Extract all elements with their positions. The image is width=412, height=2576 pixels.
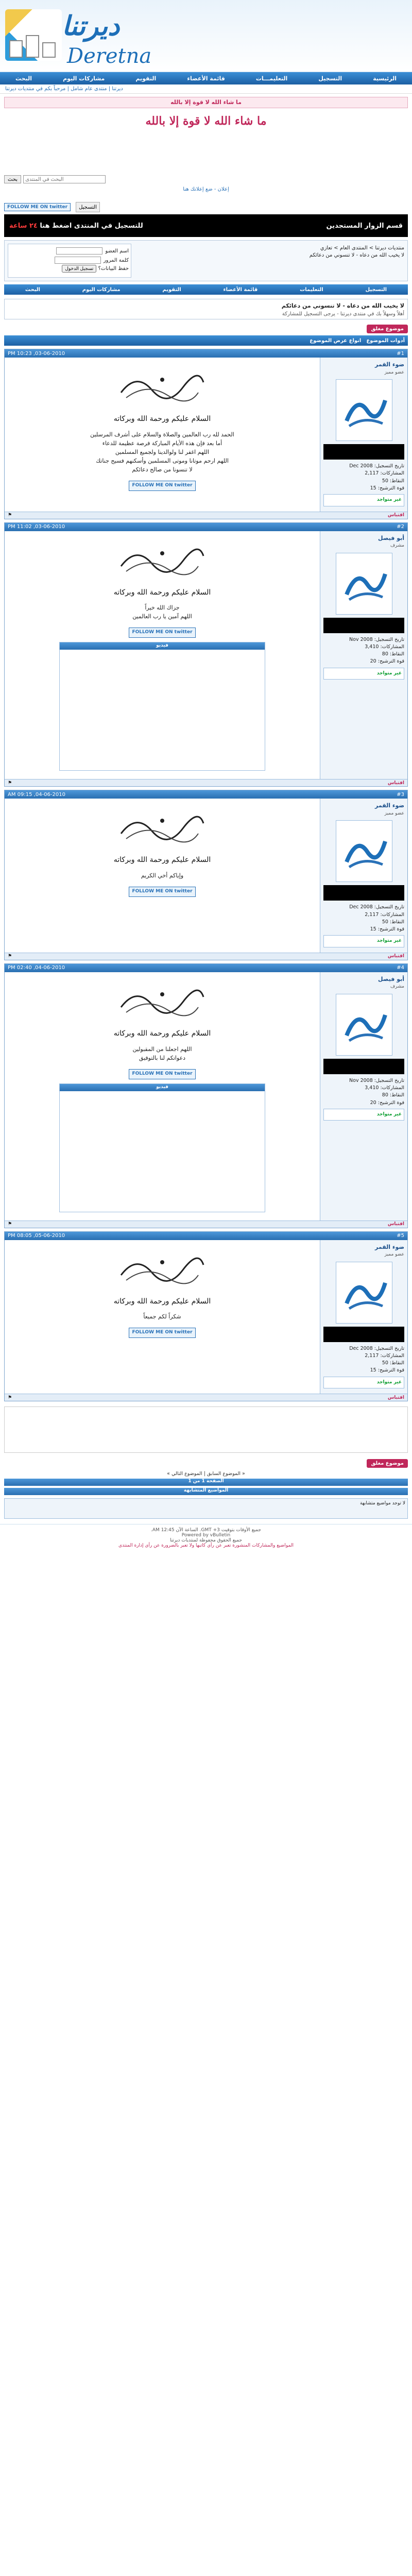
avatar-logo-icon <box>341 390 388 431</box>
post-body <box>5 358 407 512</box>
tab-today[interactable]: مشاركات اليوم <box>82 286 121 293</box>
footer-rights: جميع الحقوق محفوظة لمنتديات ديرتنا <box>169 1538 243 1544</box>
black-banner[interactable] <box>4 214 408 237</box>
post-body <box>5 799 407 953</box>
post-user-info <box>320 1240 407 1394</box>
footer-powered[interactable]: Powered by vBulletin <box>181 1533 231 1538</box>
video-embed[interactable] <box>59 1083 265 1212</box>
post <box>4 790 408 960</box>
nav-item-calendar[interactable]: التقويم <box>135 75 157 82</box>
user-status: غير متواجد <box>376 497 402 502</box>
post-content <box>5 972 320 1221</box>
user-post-count: المشاركات: 3,410 <box>365 1085 404 1091</box>
user-rep: قوة الترشيح: 15 <box>370 485 404 491</box>
footer-time: جميع الأوقات بتوقيت GMT +3. الساعة الآن 12:45 AM. <box>151 1528 261 1533</box>
post-date: 04-06-2010, 09:15 AM <box>8 791 65 798</box>
black-banner-left <box>9 222 143 230</box>
post-usertitle: عضو مميز <box>384 810 404 816</box>
post-footer <box>5 1221 407 1228</box>
notice-banner: ما شاء الله لا قوة إلا بالله <box>4 97 408 108</box>
post-text: الحمد لله رب العالمين والصلاة والسلام على أشرف المرسلين أما بعد فإن هذه الأيام المباركة فرصة عظيمة للدعاء اللهم اغفر لنا ولوالدينا ولجميع المسلمين اللهم ارحم موتانا وموتى المسلمين وأسكنهم فسيح جناتك لا تنسونا من صالح دعائكم <box>90 431 234 473</box>
post-user-info <box>320 358 407 512</box>
remember-checkbox-label[interactable]: حفظ البيانات؟ <box>98 266 129 272</box>
post-header <box>5 1232 407 1240</box>
avatar[interactable] <box>336 1262 392 1324</box>
nav-item-faq[interactable]: التعليمـــات <box>255 75 288 82</box>
post <box>4 349 408 519</box>
post-user-info <box>320 531 407 779</box>
tools-bar <box>4 335 408 346</box>
user-black-bar <box>323 1059 404 1074</box>
post-greeting: السلام عليكم ورحمة الله وبركاته <box>113 588 211 597</box>
post-usertitle: مشرف <box>390 543 404 548</box>
basmala-image <box>11 540 314 584</box>
user-stats <box>323 1077 404 1107</box>
basmala-image <box>11 981 314 1025</box>
post-date: 05-06-2010, 08:05 PM <box>8 1233 65 1239</box>
similar-threads: لا توجد مواضيع متشابهة <box>4 1498 408 1519</box>
basmala-image <box>11 367 314 411</box>
post-header <box>5 964 407 972</box>
post-greeting: السلام عليكم ورحمة الله وبركاته <box>113 856 211 865</box>
post-footer <box>5 512 407 519</box>
avatar-logo-icon <box>341 831 388 872</box>
user-post-count: المشاركات: 2,117 <box>365 470 404 477</box>
post-body <box>5 1240 407 1394</box>
password-field[interactable] <box>55 257 101 264</box>
post-signature <box>11 627 314 638</box>
post-content <box>5 1240 320 1394</box>
post-number[interactable]: #4 <box>397 965 404 971</box>
login-button[interactable]: تسجيل الدخول <box>62 265 96 273</box>
post-number[interactable]: #1 <box>397 350 404 357</box>
user-points: النقاط: 50 <box>382 1360 404 1366</box>
quote-button[interactable]: اقتباس <box>387 1395 404 1400</box>
post-signature <box>11 1069 314 1079</box>
post-username[interactable]: أبو فيصل <box>378 975 404 982</box>
user-join-date: تاريخ التسجيل: Dec 2008 <box>349 904 404 910</box>
footer <box>0 1524 412 1570</box>
user-black-bar <box>323 885 404 901</box>
banner-area <box>0 111 412 173</box>
quote-button[interactable]: اقتباس <box>387 780 404 786</box>
video-title: فيديو <box>60 1084 265 1091</box>
avatar[interactable] <box>336 553 392 615</box>
tab-calendar[interactable]: التقويم <box>162 286 181 293</box>
post-usertitle: عضو مميز <box>384 369 404 375</box>
user-rep: قوة الترشيح: 15 <box>370 1367 404 1374</box>
thread-title-box <box>4 299 408 319</box>
quote-button[interactable]: اقتباس <box>387 513 404 518</box>
user-status: غير متواجد <box>376 938 402 944</box>
top-nav <box>0 72 412 84</box>
thread-subtitle: أهلاً وسهلاً بك في منتدى ديرتنا - يرجى التسجيل للمشاركة <box>282 311 404 317</box>
post-signature <box>11 480 314 491</box>
user-post-count: المشاركات: 2,117 <box>365 1352 404 1359</box>
nav-item-register[interactable]: التسجيل <box>318 75 342 82</box>
post-content <box>5 358 320 512</box>
black-banner-right: قسم الزوار المستجدين <box>326 222 403 230</box>
post-footer <box>5 953 407 960</box>
post-number[interactable]: #3 <box>397 791 404 798</box>
report-icon[interactable]: ⚑ <box>8 780 12 786</box>
thread-title: لا يخيب الله من دعاه - لا تنسوني من دعائكم <box>281 302 404 309</box>
breadcrumb[interactable]: منتديات ديرتنا > المنتدى العام > تعازي <box>320 245 404 251</box>
post-header <box>5 349 407 358</box>
post-header <box>5 790 407 799</box>
user-extra-box <box>323 1109 404 1121</box>
user-status: غير متواجد <box>376 1379 402 1385</box>
post-body <box>5 531 407 779</box>
black-banner-text: للتسجيل في المنتدى اضغط هنا <box>40 222 143 230</box>
ad-block[interactable] <box>4 1406 408 1453</box>
password-label: كلمة المرور <box>103 258 129 263</box>
user-rep: قوة الترشيح: 15 <box>370 926 404 933</box>
closed-thread-button-bottom[interactable]: موضوع مغلق <box>367 1459 408 1468</box>
thread-tools-menu[interactable]: أدوات الموضوع <box>366 337 405 344</box>
nav-item-search[interactable]: البحث <box>15 75 32 82</box>
post-text: وإياكم أخي الكريم <box>141 872 184 879</box>
user-points: النقاط: 80 <box>382 1092 404 1098</box>
nav-item-home[interactable]: الرئيسية <box>373 75 397 82</box>
site-header <box>0 0 412 72</box>
basmala-calligraphy-icon <box>116 540 209 582</box>
user-stats <box>323 463 404 492</box>
user-black-bar <box>323 618 404 633</box>
site-logo[interactable] <box>5 4 175 66</box>
post-username[interactable]: أبو فيصل <box>378 534 404 541</box>
black-banner-red: ٢٤ ساعة <box>9 222 38 230</box>
basmala-calligraphy-icon <box>116 1249 209 1291</box>
post-usertitle: مشرف <box>390 984 404 990</box>
post-number[interactable]: #5 <box>397 1233 404 1239</box>
twitter-follow-button[interactable]: FOLLOW ME ON twitter <box>129 628 195 638</box>
user-status: غير متواجد <box>376 670 402 676</box>
twitter-follow-button[interactable]: FOLLOW ME ON twitter <box>129 887 195 897</box>
avatar[interactable] <box>336 379 392 441</box>
post-signature <box>11 886 314 897</box>
banner-title: ما شاء الله لا قوة إلا بالله <box>145 114 267 128</box>
navbits <box>4 240 408 281</box>
user-stats <box>323 904 404 933</box>
post-content <box>5 799 320 953</box>
nav-item-members[interactable]: قائمة الأعضاء <box>187 75 225 82</box>
similar-threads-header: المواضيع المتشابهة <box>4 1488 408 1495</box>
avatar-logo-icon <box>341 564 388 605</box>
basmala-calligraphy-icon <box>116 981 209 1023</box>
search-input[interactable] <box>23 175 106 183</box>
user-join-date: تاريخ التسجيل: Dec 2008 <box>349 1345 404 1351</box>
user-join-date: تاريخ التسجيل: Dec 2008 <box>349 463 404 469</box>
tab-members[interactable]: قائمة الأعضاء <box>223 286 258 293</box>
bottom-area <box>4 1458 408 1519</box>
post-greeting: السلام عليكم ورحمة الله وبركاته <box>113 1029 211 1038</box>
twitter-follow-button[interactable]: FOLLOW ME ON twitter <box>4 203 71 211</box>
user-black-bar <box>323 444 404 460</box>
quote-button[interactable]: اقتباس <box>387 954 404 959</box>
user-post-count: المشاركات: 3,410 <box>365 643 404 650</box>
username-label: اسم العضو <box>105 248 129 254</box>
username-field[interactable] <box>56 247 102 255</box>
user-join-date: تاريخ التسجيل: Nov 2008 <box>349 1077 404 1083</box>
report-icon[interactable]: ⚑ <box>8 513 12 518</box>
nav-tabs <box>4 284 408 295</box>
display-modes-menu[interactable]: انواع عرض الموضوع <box>310 337 362 344</box>
user-stats <box>323 1345 404 1375</box>
nav-item-today[interactable]: مشاركات اليوم <box>63 75 105 82</box>
post-greeting: السلام عليكم ورحمة الله وبركاته <box>113 415 211 423</box>
user-rep: قوة الترشيح: 20 <box>370 658 404 665</box>
user-post-count: المشاركات: 2,117 <box>365 911 404 918</box>
twitter-follow-button[interactable]: FOLLOW ME ON twitter <box>129 481 195 491</box>
video-title: فيديو <box>60 642 265 650</box>
avatar[interactable] <box>336 820 392 882</box>
avatar-logo-icon <box>341 1273 388 1314</box>
user-status: غير متواجد <box>376 1111 402 1117</box>
page-info: الصفحة 1 من 1 <box>4 1479 408 1486</box>
user-black-bar <box>323 1327 404 1342</box>
avatar-logo-icon <box>341 1005 388 1046</box>
twitter-follow-button[interactable]: FOLLOW ME ON twitter <box>129 1328 195 1338</box>
posts-container <box>0 349 412 1401</box>
tab-search[interactable]: البحث <box>25 286 40 293</box>
search-button[interactable]: بحث <box>4 175 21 183</box>
post <box>4 963 408 1228</box>
report-icon[interactable]: ⚑ <box>8 1395 12 1400</box>
post-footer <box>5 1394 407 1401</box>
logo-text: ديرتنا <box>62 10 120 42</box>
quote-button[interactable]: اقتباس <box>387 1222 404 1227</box>
post-username[interactable]: ضوء القمر <box>374 361 404 368</box>
user-points: النقاط: 50 <box>382 478 404 484</box>
post <box>4 522 408 787</box>
houses-icon <box>5 9 62 61</box>
post-text: شكراً لكم جميعاً <box>143 1313 181 1320</box>
logo-subtext: Deretna <box>67 44 152 68</box>
video-embed[interactable] <box>59 642 265 771</box>
login-box <box>8 244 131 278</box>
post-user-info <box>320 972 407 1221</box>
post-text: اللهم اجعلنا من المقبولين دعواتكم لنا بالتوفيق <box>132 1045 192 1061</box>
user-join-date: تاريخ التسجيل: Nov 2008 <box>349 636 404 642</box>
user-extra-box <box>323 935 404 947</box>
marquee: ديرتنا | منتدى عام شامل | مرحباً بكم في منتديات ديرتنا <box>0 84 412 94</box>
closed-thread-button[interactable]: موضوع مغلق <box>367 325 408 333</box>
user-points: النقاط: 50 <box>382 919 404 925</box>
report-icon[interactable]: ⚑ <box>8 1222 12 1227</box>
post-user-info <box>320 799 407 953</box>
post-body <box>5 972 407 1221</box>
report-icon[interactable]: ⚑ <box>8 954 12 959</box>
post-date: 03-06-2010, 11:02 PM <box>8 524 65 530</box>
user-extra-box <box>323 494 404 506</box>
follow-row <box>4 202 408 212</box>
post-signature <box>11 1327 314 1338</box>
post-text: جزاك الله خيراً اللهم آمين يا رب العالمين <box>132 604 192 620</box>
prev-next-links[interactable]: « الموضوع السابق | الموضوع التالي » <box>167 1471 245 1477</box>
search-bar <box>4 174 408 184</box>
post-footer <box>5 779 407 786</box>
basmala-calligraphy-icon <box>116 808 209 849</box>
post-username[interactable]: ضوء القمر <box>374 802 404 809</box>
user-extra-box <box>323 1377 404 1389</box>
user-rep: قوة الترشيح: 20 <box>370 1099 404 1106</box>
basmala-image <box>11 808 314 852</box>
tab-faq[interactable]: التعليمات <box>300 286 323 293</box>
post-date: 03-06-2010, 10:23 PM <box>8 350 65 357</box>
post-greeting: السلام عليكم ورحمة الله وبركاته <box>113 1297 211 1306</box>
user-points: النقاط: 80 <box>382 651 404 657</box>
avatar[interactable] <box>336 994 392 1056</box>
post-username[interactable]: ضوء القمر <box>374 1243 404 1250</box>
post-date: 04-06-2010, 02:40 PM <box>8 965 65 971</box>
ad-line[interactable]: إعلان - ضع إعلانك هنا <box>183 187 229 192</box>
post-usertitle: عضو مميز <box>384 1252 404 1258</box>
post-content <box>5 531 320 779</box>
post <box>4 1231 408 1402</box>
tab-register[interactable]: التسجيل <box>365 286 387 293</box>
user-extra-box <box>323 668 404 680</box>
twitter-follow-button[interactable]: FOLLOW ME ON twitter <box>129 1069 195 1079</box>
footer-disclaimer: المواضيع والمشاركات المنشورة تعبر عن رأي كاتبها ولا تعبر بالضرورة عن رأي إدارة المنتدى <box>118 1543 294 1549</box>
basmala-image <box>11 1249 314 1293</box>
post-header <box>5 523 407 531</box>
basmala-calligraphy-icon <box>116 367 209 408</box>
post-number[interactable]: #2 <box>397 524 404 530</box>
register-button[interactable]: التسجيل <box>76 202 100 212</box>
thread-path: لا يخيب الله من دعاه - لا تنسوني من دعائكم <box>309 252 404 258</box>
user-stats <box>323 636 404 666</box>
